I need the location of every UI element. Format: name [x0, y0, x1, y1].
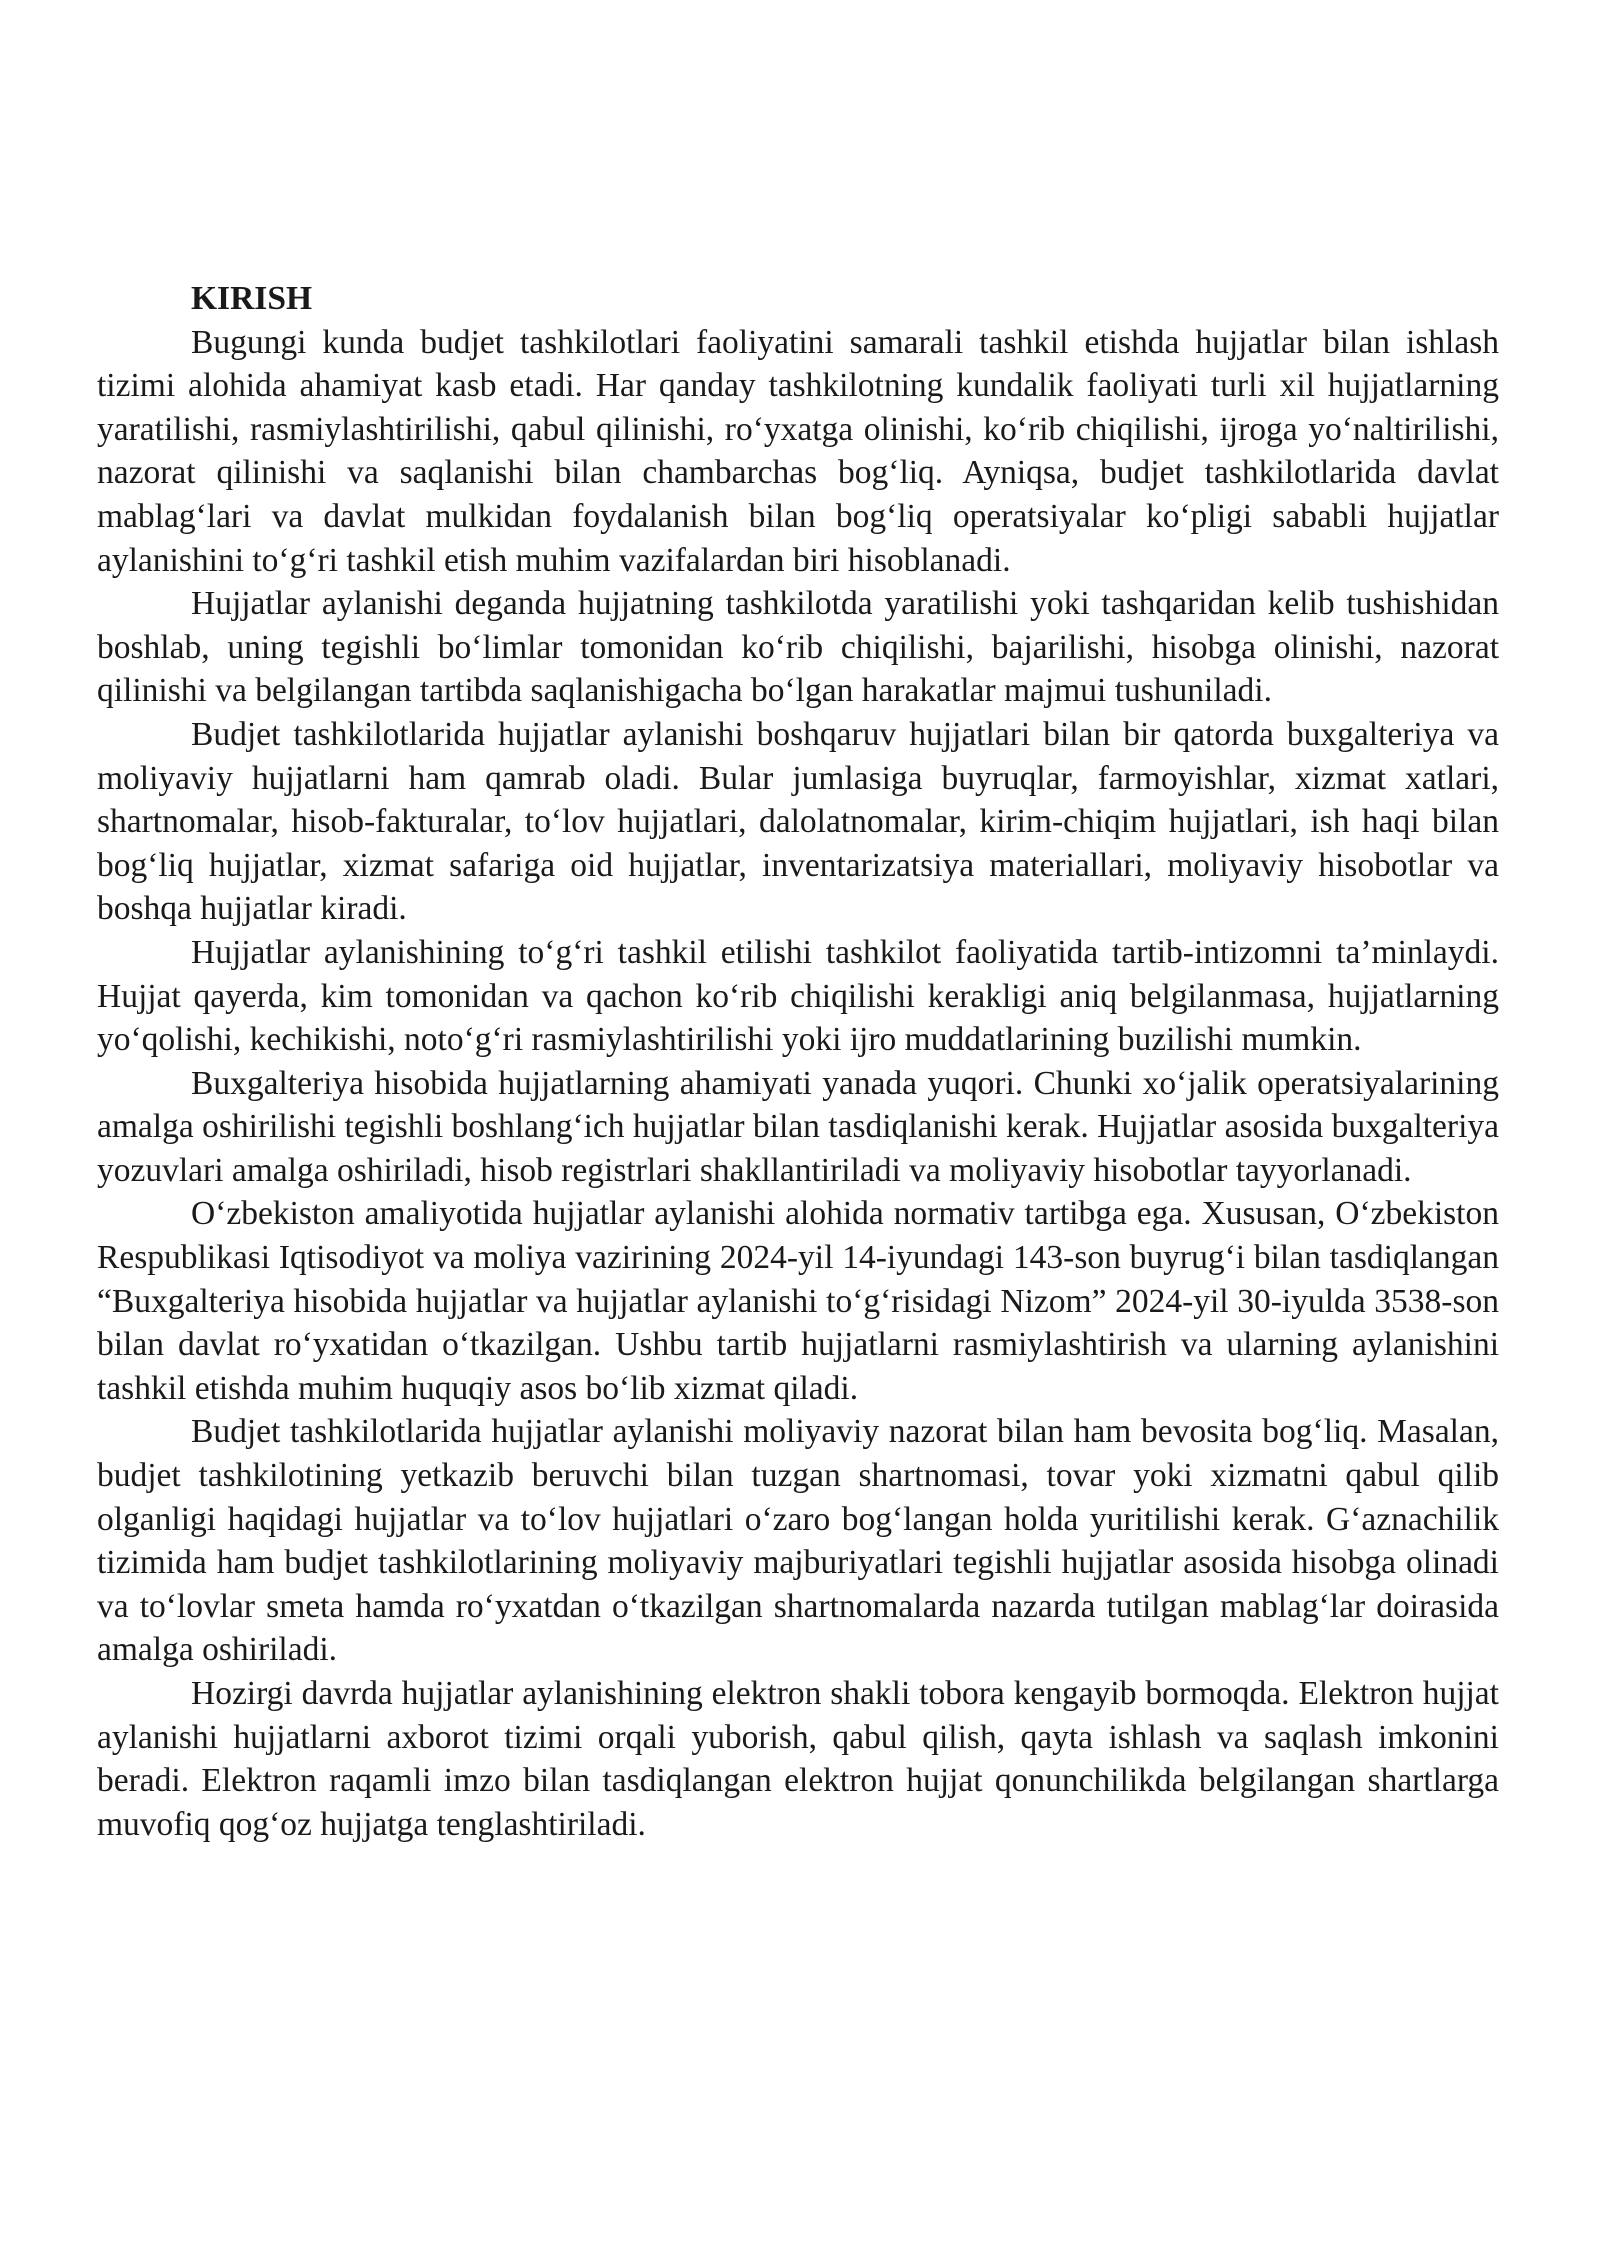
- section-heading: KIRISH: [191, 280, 313, 317]
- paragraph-document-types: Budjet tashkilotlarida hujjatlar aylanishi boshqaruv hujjatlari bilan bir qatorda buxgalteriya va moliyaviy hujjatlarni ham qamrab oladi. Bular jumlasiga buyruqlar, farmoyishlar, xizmat xatlari, shartnomalar, hisob-fakturalar, to‘lov hujjatlari, dalolatnomalar, kirim-chiqim hujjatlari, ish haqi bilan bog‘liq hujjatlar, xizmat safariga oid hujjatlar, inventarizatsiya materiallari, moliyaviy hisobotlar va boshqa hujjatlar kiradi.: [97, 715, 1499, 928]
- paragraph-intro: Bugungi kunda budjet tashkilotlari faoliyatini samarali tashkil etishda hujjatlar bilan ishlash tizimi alohida ahamiyat kasb etadi. Har qanday tashkilotning kundalik faoliyati turli xil hujjatlarning yaratilishi, rasmiylashtirilishi, qabul qilinishi, ro‘yxatga olinishi, ko‘rib chiqilishi, ijroga yo‘naltirilishi, nazorat qilinishi va saqlanishi bilan chambarchas bog‘liq. Ayniqsa, budjet tashkilotlarida davlat mablag‘lari va davlat mulkidan foydalanish bilan bog‘liq operatsiyalar ko‘pligi sababli hujjatlar aylanishini to‘g‘ri tashkil etish muhim vazifalardan biri hisoblanadi.: [97, 323, 1499, 579]
- paragraph-discipline: Hujjatlar aylanishining to‘g‘ri tashkil etilishi tashkilot faoliyatida tartib-intizomni ta’minlaydi. Hujjat qayerda, kim tomonidan va qachon ko‘rib chiqilishi kerakligi aniq belgilanmasa, hujjatlarning yo‘qolishi, kechikishi, noto‘g‘ri rasmiylashtirilishi yoki ijro muddatlarining buzilishi mumkin.: [97, 933, 1499, 1059]
- paragraph-regulation: O‘zbekiston amaliyotida hujjatlar aylanishi alohida normativ tartibga ega. Xususan, O‘zbekiston Respublikasi Iqtisodiyot va moliya vazirining 2024-yil 14-iyundagi 143-son buyrug‘i bilan tasdiqlangan “Buxgalteriya hisobida hujjatlar va hujjatlar aylanishi to‘g‘risidagi Nizom” 2024-yil 30-iyulda 3538-son bilan davlat ro‘yxatidan o‘tkazilgan. Ushbu tartib hujjatlarni rasmiylashtirish va ularning aylanishini tashkil etishda muhim huquqiy asos bo‘lib xizmat qiladi.: [97, 1195, 1499, 1407]
- paragraph-definition: Hujjatlar aylanishi deganda hujjatning tashkilotda yaratilishi yoki tashqaridan kelib tushishidan boshlab, uning tegishli bo‘limlar tomonidan ko‘rib chiqilishi, bajarilishi, hisobga olinishi, nazorat qilinishi va belgilangan tartibda saqlanishigacha bo‘lgan harakatlar majmui tushuniladi.: [97, 585, 1499, 710]
- paragraph-financial-control: Budjet tashkilotlarida hujjatlar aylanishi moliyaviy nazorat bilan ham bevosita bog‘liq. Masalan, budjet tashkilotining yetkazib beruvchi bilan tuzgan shartnomasi, tovar yoki xizmatni qabul qilib olganligi haqidagi hujjatlar va to‘lov hujjatlari o‘zaro bog‘langan holda yuritilishi kerak. G‘aznachilik tizimida ham budjet tashkilotlarining moliyaviy majburiyatlari tegishli hujjatlar asosida hisobga olinadi va to‘lovlar smeta hamda ro‘yxatdan o‘tkazilgan shartnomalarda nazarda tutilgan mablag‘lar doirasida amalga oshiriladi.: [97, 1413, 1499, 1669]
- document-page: [97, 277, 1499, 1846]
- paragraph-electronic: Hozirgi davrda hujjatlar aylanishining elektron shakli tobora kengayib bormoqda. Elektron hujjat aylanishi hujjatlarni axborot tizimi orqali yuborish, qabul qilish, qayta ishlash va saqlash imkonini beradi. Elektron raqamli imzo bilan tasdiqlangan elektron hujjat qonunchilikda belgilangan shartlarga muvofiq qog‘oz hujjatga tenglashtiriladi.: [97, 1675, 1499, 1843]
- paragraph-accounting: Buxgalteriya hisobida hujjatlarning ahamiyati yanada yuqori. Chunki xo‘jalik operatsiyalarining amalga oshirilishi tegishli boshlang‘ich hujjatlar bilan tasdiqlanishi kerak. Hujjatlar asosida buxgalteriya yozuvlari amalga oshiriladi, hisob registrlari shakllantiriladi va moliyaviy hisobotlar tayyorlanadi.: [97, 1064, 1500, 1189]
